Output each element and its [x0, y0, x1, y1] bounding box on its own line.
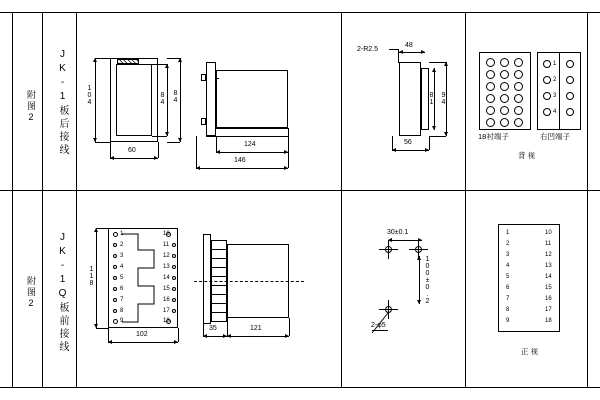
model-label-top: JK-1板后接线 — [57, 49, 68, 157]
front-view-inner-top — [116, 64, 152, 136]
terminal-number: 1 — [553, 61, 557, 67]
dim-124-label: 124 — [244, 141, 256, 148]
col-divider-2 — [76, 12, 77, 387]
col-divider-3 — [341, 12, 342, 387]
dim-30-label: 30±0.1 — [387, 229, 409, 236]
terminal-caption-right-top: 右凹端子 — [540, 132, 570, 141]
terminal-caption-bottom-top: 背 视 — [518, 151, 536, 160]
col-divider-4 — [465, 12, 466, 387]
side-view-body-top — [216, 70, 288, 128]
terminal-number: 2 — [553, 77, 557, 83]
terminal-number: 7 — [120, 297, 124, 303]
side-view-stud-lower — [201, 118, 206, 125]
terminal-number: 4 — [553, 109, 557, 115]
dim-60-label: 60 — [128, 147, 136, 154]
dim-56-label: 56 — [404, 139, 412, 146]
side-view-flange-bottom — [203, 234, 211, 324]
terminal-number: 11 — [545, 241, 552, 247]
terminal-number: 9 — [506, 318, 510, 324]
terminal-number: 9 — [120, 318, 124, 324]
terminal-number: 3 — [553, 93, 557, 99]
panel-cutout-outline-top — [399, 62, 421, 136]
terminal-number: 13 — [163, 264, 170, 270]
terminal-number: 2 — [506, 241, 510, 247]
appendix-label-top: 附图2 — [26, 90, 36, 124]
dim-118-label: 118 — [88, 266, 95, 287]
terminal-caption-bottom: 正 视 — [521, 347, 539, 356]
terminal-number: 12 — [163, 253, 170, 259]
terminal-number: 5 — [120, 275, 124, 281]
dim-146-label: 146 — [234, 157, 246, 164]
model-label-bottom: JK-1Q板前接线 — [57, 232, 68, 354]
terminal-number: 17 — [163, 308, 170, 314]
dim-81-label: 81 — [428, 92, 435, 106]
frame-right — [587, 12, 588, 387]
col-divider-1 — [42, 12, 43, 387]
terminal-number: 2 — [120, 242, 124, 248]
terminal-number: 8 — [120, 308, 124, 314]
terminal-number: 1 — [506, 230, 510, 236]
terminal-number: 4 — [120, 264, 124, 270]
terminal-number: 18 — [163, 318, 170, 324]
terminal-number: 15 — [545, 285, 552, 291]
side-view-flange-top — [206, 62, 216, 136]
dim-84b-label: 84 — [172, 90, 179, 104]
hole-note-label: 2-φ5 — [371, 322, 386, 329]
terminal-number: 1 — [120, 231, 124, 237]
terminal-number: 17 — [545, 307, 552, 313]
terminal-number: 6 — [120, 286, 124, 292]
dim-104-line — [95, 58, 96, 142]
mount-hole-icon — [113, 232, 118, 237]
side-view-stud-upper — [201, 74, 206, 81]
frame-top — [0, 12, 600, 13]
dim-35-label: 35 — [209, 325, 217, 332]
terminal-number: 10 — [545, 230, 552, 236]
mount-hole-icon — [113, 319, 118, 324]
dim-84a-label: 84 — [159, 92, 166, 106]
terminal-number: 3 — [120, 253, 124, 259]
terminal-caption-left-top: 18衬端子 — [478, 132, 509, 141]
terminal-number: 18 — [545, 318, 552, 324]
terminal-number: 16 — [163, 297, 170, 303]
terminal-number: 16 — [545, 296, 552, 302]
terminal-number: 4 — [506, 263, 510, 269]
terminal-number: 7 — [506, 296, 510, 302]
dim-104-label: 104 — [86, 85, 93, 106]
radius-note-top: 2-R2.5 — [357, 46, 379, 53]
dim-121-label: 121 — [250, 325, 262, 332]
terminal-number: 13 — [545, 263, 552, 269]
terminal-number: 6 — [506, 285, 510, 291]
terminal-number: 3 — [506, 252, 510, 258]
terminal-number: 15 — [163, 286, 170, 292]
row-divider — [0, 190, 600, 191]
terminal-number: 10 — [163, 231, 170, 237]
terminal-number: 5 — [506, 274, 510, 280]
frame-left — [12, 12, 13, 387]
dim-100-label: 100±0.2 — [424, 256, 431, 305]
dim-48-label: 48 — [405, 42, 413, 49]
frame-bottom — [0, 387, 600, 388]
dim-94-label: 94 — [440, 92, 447, 106]
terminal-number: 11 — [163, 242, 170, 248]
terminal-number: 8 — [506, 307, 510, 313]
terminal-number: 14 — [163, 275, 170, 281]
appendix-label-bottom: 附图2 — [26, 276, 36, 310]
terminal-number: 12 — [545, 252, 552, 258]
dim-102-label: 102 — [136, 331, 148, 338]
terminal-number: 14 — [545, 274, 552, 280]
